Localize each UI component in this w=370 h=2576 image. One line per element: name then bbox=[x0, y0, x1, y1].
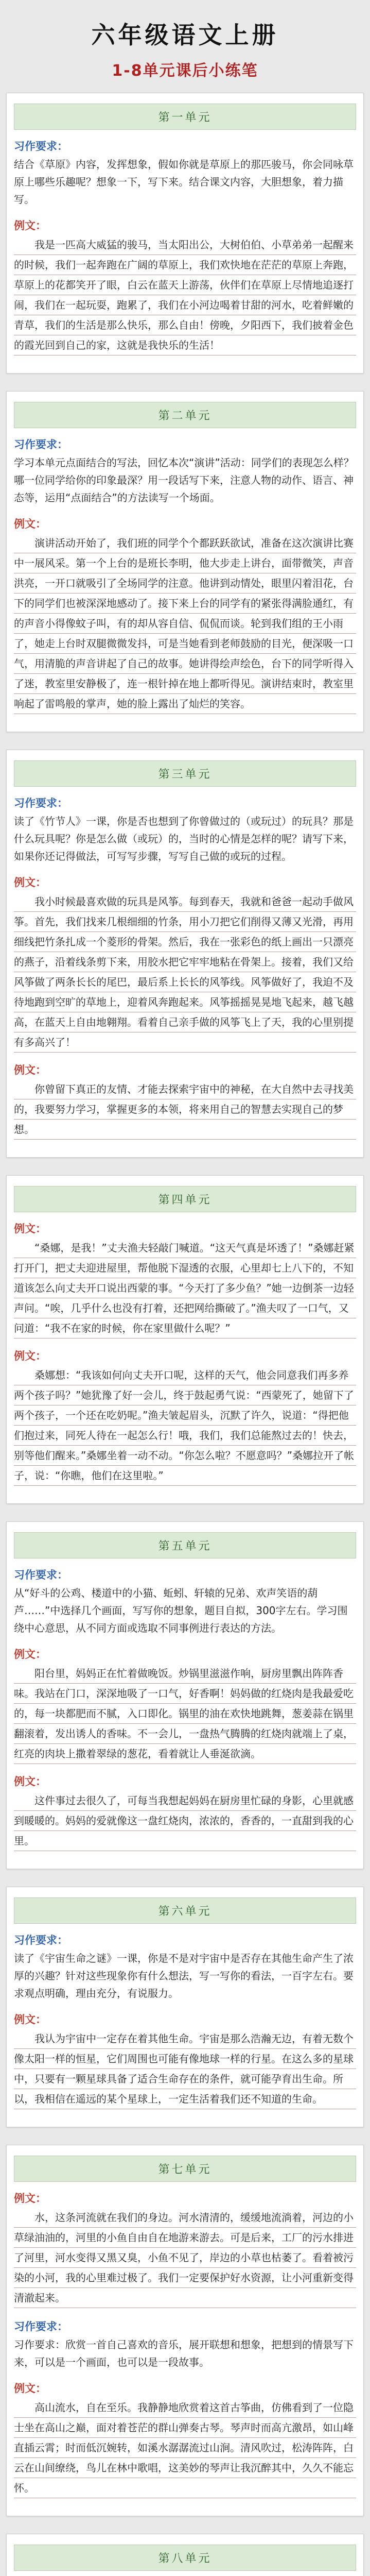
unit-header bbox=[14, 2156, 356, 2182]
example-essay: 演讲活动开始了，我们班的同学个个都跃跃欲试，准备在这次演讲比赛中一展风采。第一个上台的是班长李明，他大步走上讲台，面带微笑，声音洪亮，一开口就吸引了全场同学的注意。他讲到动情处，眼里闪着泪花，台下的同学们也被深深地感动了。接下来上台的同学有的紧张得满脸通红，有的声音小得像蚊子叫，有的却从容自信、侃侃而谈。轮到我们组的王小雨了，她走上台时双腿微微发抖，可是当她看到老师鼓励的目光，便深吸一口气，用清脆的声音讲起了自己的故事。她讲得绘声绘色，台下的同学听得入了迷，教室里安静极了，连一根针掉在地上都听得见。演讲结束时，教室里响起了雷鸣般的掌声，她的脸上露出了灿烂的笑容。 bbox=[14, 533, 356, 714]
unit-card bbox=[6, 1521, 364, 1869]
example-essay: 高山流水，自在至乐。我静静地欣赏着这首古筝曲，仿佛看到了一位隐士坐在高山之巅，面对着苍茫的群山弹奏古琴。琴声时而高亢激昂，如山峰直插云霄；时而低沉婉转，如溪水潺潺流过山涧。清风吹过，松涛阵阵，白云在山间缭绕，鸟儿在林中歌唱，这美妙的琴声让我沉醉其中，久久不能忘怀。 bbox=[14, 2398, 356, 2498]
requirement-label: 习作要求： bbox=[14, 140, 68, 152]
example-label: 例文： bbox=[14, 518, 46, 530]
page-subtitle: 1-8单元课后小练笔 bbox=[112, 62, 258, 80]
unit-header bbox=[14, 2545, 356, 2571]
unit-header bbox=[14, 104, 356, 130]
requirement-text: 读了《宇宙生命之谜》一课，你是不是对宇宙中是否存在其他生命产生了浓厚的兴趣？针对这些现象你有什么想法，写一写你的看法，一百字左右。要求观点明确，理由充分，有说服力。 bbox=[14, 1952, 354, 1999]
example-label: 例文： bbox=[14, 1648, 46, 1660]
requirement-text: 结合《草原》内容，发挥想象，假如你就是草原上的那匹骏马，你会同咏草原上哪些乐趣呢？想象一下，写下来。结合课文内容，大胆想象，着力描写。 bbox=[14, 158, 354, 206]
requirement-text: 读了《竹节人》一课，你是否也想到了你曾做过的（或玩过）的玩具？那是什么玩具呢？你是怎么做（或玩）的，当时的心情是怎样的呢？请写下来，如果你还记得做法，可写写步骤，写写自己做的或玩的过程。 bbox=[14, 815, 354, 862]
example-essay: 桑娜想：“我该如何向丈夫开口呢，这样的天气，他会同意我们再多养两个孩子吗？”她犹豫了好一会儿，终于鼓起勇气说：“西蒙死了，她留下了两个孩子，一个还在吃奶呢。”渔夫皱起眉头，沉默了许久，说道：“得把他们抱过来，同死人待在一起怎么行！哦，我们，我们总能熬过去的！快去，别等他们醒来。”桑娜坐着一动不动。“你怎么啦？不愿意吗？”桑娜拉开了帐子，说：“你瞧，他们在这里啦。” bbox=[14, 1365, 356, 1486]
unit-header bbox=[14, 1897, 356, 1924]
unit-title: 第二单元 bbox=[158, 410, 212, 422]
example-essay: 这件事过去很久了，可每当我想起妈妈在厨房里忙碌的身影，心里就感到暖暖的。妈妈的爱就像这一盘红烧肉，浓浓的，香香的，一直甜到我的心里。 bbox=[14, 1791, 356, 1851]
unit-header bbox=[14, 1532, 356, 1558]
unit-card bbox=[6, 1887, 364, 2127]
page-title: 六年级语文上册 bbox=[91, 21, 279, 49]
unit-title: 第三单元 bbox=[158, 768, 212, 781]
example-essay: “桑娜，是我！”丈夫渔夫轻敲门喊道。“这天气真是坏透了！”桑娜赶紧打开门，把丈夫迎进屋里，帮他脱下湿透的衣服，心里却七上八下的，不知道该怎么向丈夫开口说出西蒙的事。“今天打了多少鱼？”她一边倒茶一边轻声问。“唉，几乎什么也没有打着，还把网给撕破了。”渔夫叹了一口气，又问道：“我不在家的时候，你在家里做什么呢？” bbox=[14, 1238, 356, 1338]
requirement-text: 习作要求：欣赏一首自己喜欢的音乐，展开联想和想象，把想到的情景写下来，可以是一个画面，也可以是一段故事。 bbox=[14, 2338, 354, 2368]
unit-title: 第八单元 bbox=[158, 2552, 212, 2565]
requirement-label: 习作要求： bbox=[14, 2320, 68, 2333]
example-essay: 我小时候最喜欢做的玩具是风筝。每到春天，我就和爸爸一起动手做风筝。首先，我们找来几根细细的竹条，用小刀把它们削得又薄又光滑，再用细线把竹条扎成一个菱形的骨架。然后，我在一张彩色的纸上画出一只漂亮的燕子，沿着线条剪下来，用胶水把它牢牢地粘在骨架上。接着，我们又给风筝做了两条长长的尾巴，最后系上长长的风筝线。风筝做好了，我迫不及待地跑到空旷的草地上，迎着风奔跑起来。风筝摇摇晃晃地飞起来，越飞越高，在蓝天上自由地翱翔。看着自己亲手做的风筝飞上了天，我的心里别提有多高兴了！ bbox=[14, 892, 356, 1053]
unit-title: 第一单元 bbox=[158, 111, 212, 124]
unit-title: 第四单元 bbox=[158, 1194, 212, 1207]
title-block bbox=[6, 11, 364, 93]
example-label: 例文： bbox=[14, 876, 46, 889]
requirement-label: 习作要求： bbox=[14, 1569, 68, 1581]
example-label: 例文： bbox=[14, 1350, 46, 1362]
units-list bbox=[6, 93, 364, 2576]
unit-header bbox=[14, 402, 356, 428]
example-label: 例文： bbox=[14, 219, 46, 232]
requirement-label: 习作要求： bbox=[14, 438, 68, 451]
requirement-text: 从“好斗的公鸡、楼道中的小猫、蚯蚓、轩辕的兄弟、欢声笑语的葫芦……”中选择几个画面，写写你的想象，题目自拟，300字左右。学习围绕中心意思，从不同方面或选取不同事例进行表达的方法。 bbox=[14, 1587, 348, 1634]
unit-title: 第五单元 bbox=[158, 1540, 212, 1553]
example-label: 例文： bbox=[14, 2382, 46, 2395]
unit-card bbox=[6, 2145, 364, 2516]
example-essay: 阳台里，妈妈正在忙着做晚饭。炒锅里滋滋作响，厨房里飘出阵阵香味。我站在门口，深深地吸了一口气，好香啊！妈妈做的红烧肉是我最爱吃的，每一块都肥而不腻，入口即化。锅里的油在欢快地跳舞，葱姜蒜在锅里翻滚着，发出诱人的香味。不一会儿，一盘热气腾腾的红烧肉就端上了桌，红亮的肉块上撒着翠绿的葱花，看着就让人垂涎欲滴。 bbox=[14, 1664, 356, 1764]
unit-card bbox=[6, 391, 364, 732]
example-label: 例文： bbox=[14, 2013, 46, 2026]
unit-title: 第七单元 bbox=[158, 2163, 212, 2176]
example-essay: 我是一匹高大威猛的骏马，当太阳出公，大树伯伯、小草弟弟一起醒来的时候，我们一起奔跑在广阔的草原上，我们欢快地在茫茫的草原上奔跑，草原上的花都笑开了眼，白云在蓝天上游荡，伙伴们在草原上尽情地追逐打闹，我们在一起玩耍，跑累了，我们在小河边喝着甘甜的河水，吃着鲜嫩的青草，我们的生活是那么快乐，那么自由！傍晚，夕阳西下，我们披着金色的霞光回到自己的家，这就是我快乐的生活！ bbox=[14, 235, 356, 355]
unit-title: 第六单元 bbox=[158, 1905, 212, 1918]
example-essay: 你曾留下真正的友情、才能去探索宇宙中的神秘，在大自然中去寻找美的，我要努力学习，掌握更多的本领，将来用自己的智慧去实现自己的梦想。 bbox=[14, 1079, 356, 1140]
example-label: 例文： bbox=[14, 2192, 46, 2205]
example-label: 例文： bbox=[14, 1775, 46, 1788]
requirement-label: 习作要求： bbox=[14, 797, 68, 809]
unit-card bbox=[6, 1175, 364, 1504]
unit-card bbox=[6, 93, 364, 374]
example-label: 例文： bbox=[14, 1223, 46, 1235]
unit-header bbox=[14, 760, 356, 787]
unit-header bbox=[14, 1186, 356, 1212]
requirement-label: 习作要求： bbox=[14, 1934, 68, 1946]
example-label: 例文： bbox=[14, 1064, 46, 1076]
unit-card bbox=[6, 750, 364, 1158]
requirement-text: 学习本单元点面结合的写法，回忆本次“演讲”活动：同学们的表现怎么样？哪一位同学给你的印象最深？用一段话写下来，注意人物的动作、语言、神态等，运用“点面结合”的方法读写一个场面。 bbox=[14, 456, 354, 504]
unit-card bbox=[6, 2534, 364, 2576]
example-essay: 水，这条河流就在我们的身边。河水清清的，缓缓地流淌着，河边的小草绿油油的，河里的小鱼自由自在地游来游去。可是后来，工厂的污水排进了河里，河水变得又黑又臭，小鱼不见了，岸边的小草也枯萎了。看着被污染的小河，我的心里难过极了。我们一定要保护好水资源，让小河重新变得清澈起来。 bbox=[14, 2208, 356, 2308]
example-essay: 我认为宇宙中一定存在着其他生命。宇宙是那么浩瀚无边，有着无数个像太阳一样的恒星，它们周围也可能有像地球一样的行星。在这么多的星球中，只要有一颗星球具备了适合生命存在的条件，就可能孕育出生命。所以，我相信在遥远的某个星球上，一定生活着我们还不知道的生命。 bbox=[14, 2029, 356, 2109]
